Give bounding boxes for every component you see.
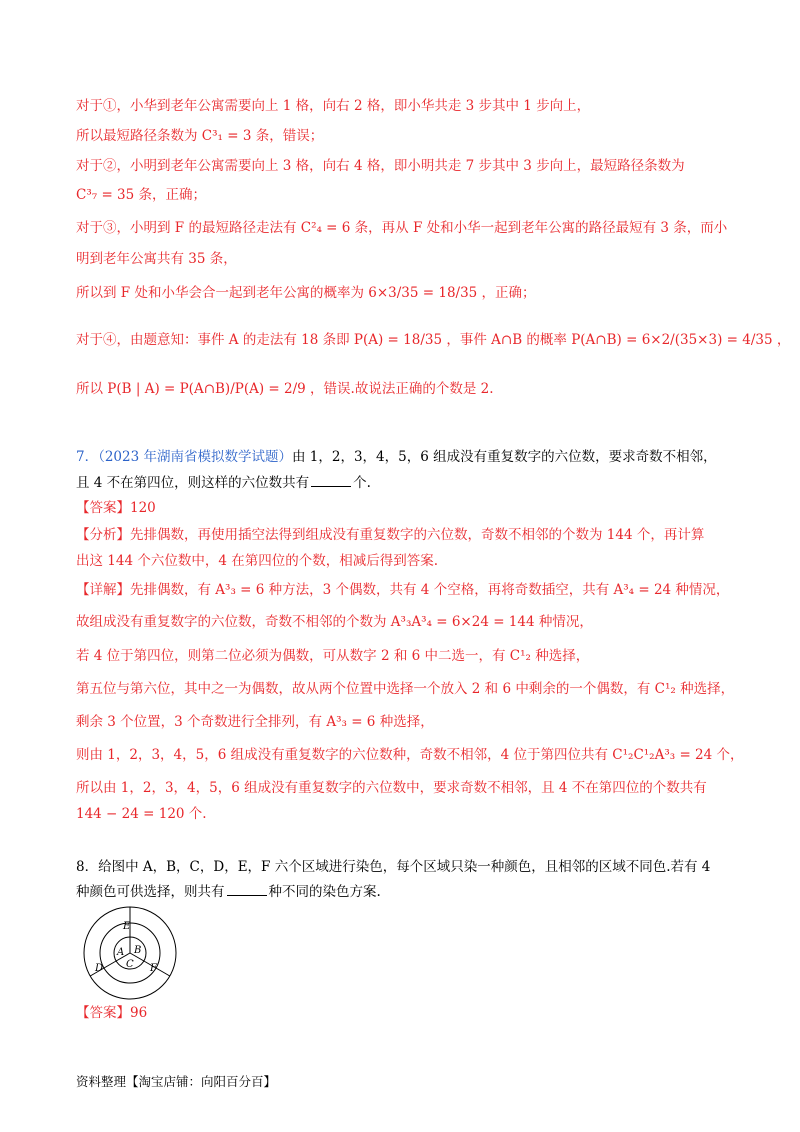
q7-analysis-2: 出这 144 个六位数中，4 在第四位的个数，相减后得到答案.: [76, 553, 439, 569]
q7-line-1: [76, 448, 717, 466]
q7-text-2a: 且 4 不在第四位，则这样的六位数共有: [76, 475, 310, 491]
q7-line-2: [76, 474, 371, 492]
q7-answer-blank: [311, 474, 351, 487]
q7-detail-5: 剩余 3 个位置，3 个奇数进行全排列，有 A³₃ = 6 种选择，: [76, 714, 434, 730]
q7-detail-3: 若 4 位于第四位，则第二位必须为偶数，可从数字 2 和 6 中二选一，有 C¹₂ 种选择，: [76, 648, 590, 664]
region-coloring-diagram: [82, 905, 178, 1001]
sol6-line-7: 所以到 F 处和小华会合一起到老年公寓的概率为 6×3/35 = 18/35 ，正确；: [76, 285, 536, 301]
label-B: B: [134, 945, 142, 956]
sol6-line-1: 对于①，小华到老年公寓需要向上 1 格，向右 2 格，即小华共走 3 步其中 1 步向上，: [76, 98, 591, 114]
label-E: E: [123, 921, 131, 932]
q8-text-2b: 种不同的染色方案.: [268, 884, 381, 900]
label-D: D: [95, 963, 104, 974]
sol6-line-5: 对于③，小明到 F 的最短路径走法有 C²₄ = 6 条，再从 F 处和小华一起到老年公寓的路径最短有 3 条，而小: [76, 220, 728, 236]
label-A: A: [117, 947, 125, 958]
sol6-line-6: 明到老年公寓共有 35 条，: [76, 251, 237, 267]
q7-text-1: 由 1，2，3，4，5，6 组成没有重复数字的六位数，要求奇数不相邻，: [292, 449, 717, 465]
q7-analysis-1: 【分析】先排偶数，再使用插空法得到组成没有重复数字的六位数，奇数不相邻的个数为 144 个，再计算: [76, 527, 705, 543]
sol6-line-8: 对于④，由题意知：事件 A 的走法有 18 条即 P(A) = 18/35 ，事件 A∩B 的概率 P(A∩B) = 6×2/(35×3) = 4/35 ，: [76, 332, 791, 348]
q8-answer-blank: [227, 883, 267, 896]
sol6-line-9: 所以 P(B | A) = P(A∩B)/P(A) = 2/9 ，错误.故说法正确的个数是 2.: [76, 381, 494, 397]
q8-line-2: [76, 883, 381, 901]
q7-detail-7: 所以由 1，2，3，4，5，6 组成没有重复数字的六位数中，要求奇数不相邻，且 4 不在第四位的个数共有: [76, 780, 707, 796]
q7-detail-1: 【详解】先排偶数，有 A³₃ = 6 种方法，3 个偶数，共有 4 个空格，再将奇数插空，共有 A³₄ = 24 种情况，: [76, 582, 730, 598]
footer-source: 资料整理【淘宝店铺：向阳百分百】: [76, 1074, 277, 1089]
sol6-line-2: 所以最短路径条数为 C³₁ = 3 条，错误；: [76, 128, 324, 144]
q7-answer: 【答案】120: [76, 500, 156, 516]
q7-text-2b: 个.: [353, 475, 371, 491]
q8-answer: 【答案】96: [76, 1005, 148, 1021]
sol6-line-3: 对于②，小明到老年公寓需要向上 3 格，向右 4 格，即小明共走 7 步其中 3 步向上，最短路径条数为: [76, 158, 685, 174]
sol6-line-4: C³₇ = 35 条，正确；: [76, 187, 207, 203]
q8-text-2a: 种颜色可供选择，则共有: [76, 884, 225, 900]
label-F: F: [150, 963, 157, 974]
q7-detail-8: 144 − 24 = 120 个.: [76, 806, 207, 822]
q7-detail-4: 第五位与第六位，其中之一为偶数，故从两个位置中选择一个放入 2 和 6 中剩余的一个偶数，有 C¹₂ 种选择，: [76, 681, 735, 697]
label-C: C: [126, 959, 134, 970]
q7-number: 7．: [76, 449, 99, 465]
q7-detail-6: 则由 1，2，3，4，5，6 组成没有重复数字的六位数种，奇数不相邻，4 位于第四位共有 C¹₂C¹₂A³₃ = 24 个，: [76, 747, 744, 763]
q8-line-1: 8．给图中 A，B，C，D，E，F 六个区域进行染色，每个区域只染一种颜色，且相邻的区域不同色.若有 4: [76, 859, 711, 875]
q7-source: （2023 年湖南省模拟数学试题）: [98, 449, 292, 465]
q7-detail-2: 故组成没有重复数字的六位数，奇数不相邻的个数为 A³₃A³₄ = 6×24 = 144 种情况，: [76, 614, 593, 630]
